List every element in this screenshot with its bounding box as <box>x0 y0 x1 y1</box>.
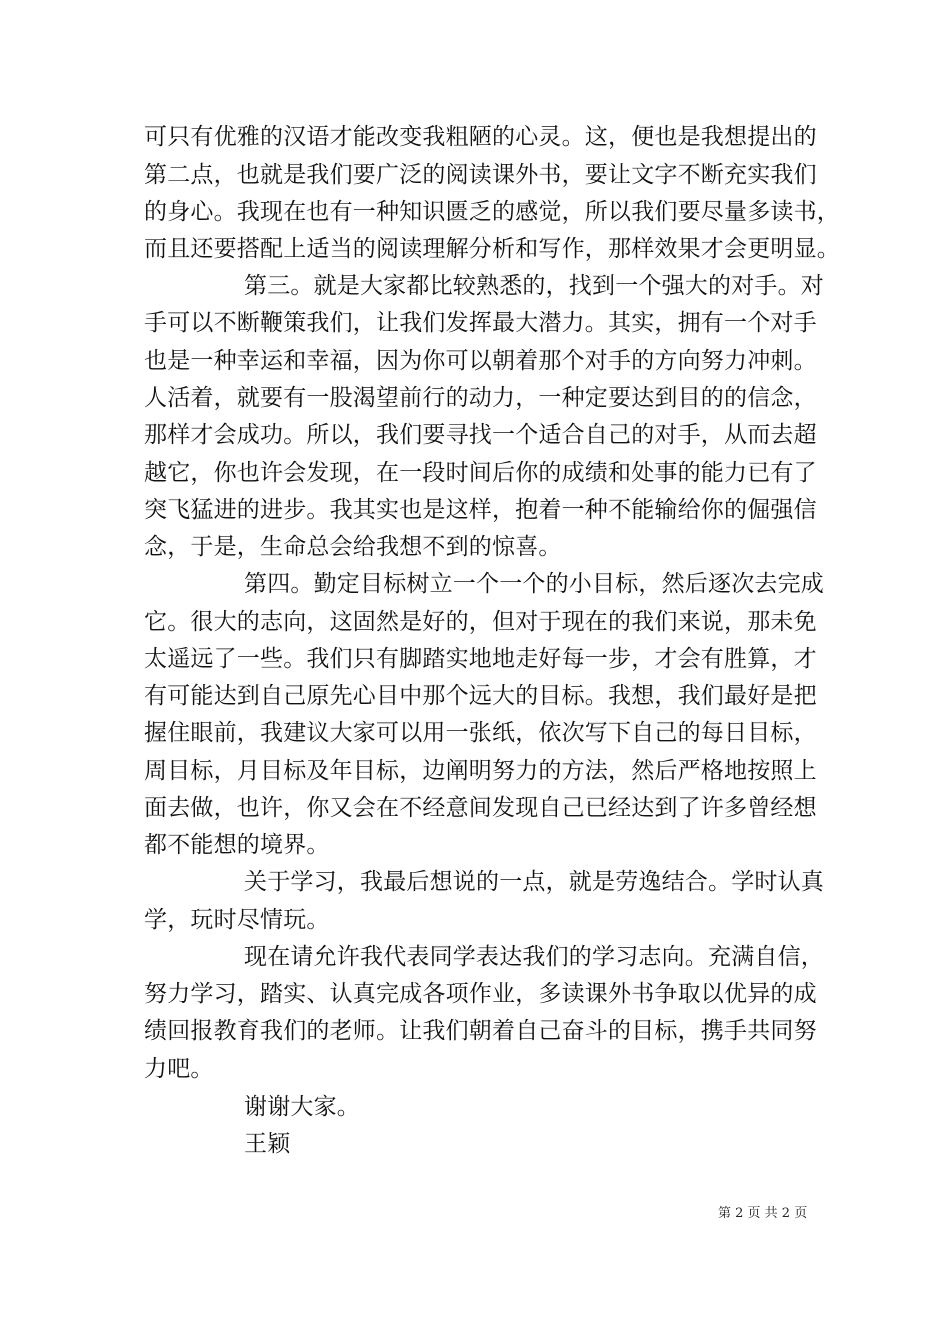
page-number-footer: 第 2 页 共 2 页 <box>718 1206 808 1221</box>
text-line: 念，于是，生命总会给我想不到的惊喜。 <box>144 534 562 560</box>
text-line: 越它，你也许会发现，在一段时间后你的成绩和处事的能力已有了 <box>144 460 817 486</box>
text-line: 第二点，也就是我们要广泛的阅读课外书，要让文字不断充实我们 <box>144 162 817 188</box>
text-line: 那样才会成功。所以，我们要寻找一个适合自己的对手，从而去超 <box>144 422 817 448</box>
text-line: 人活着，就要有一股渴望前行的动力，一种定要达到目的的信念， <box>144 385 817 411</box>
paragraph-start-line: 第四。勤定目标树立一个一个的小目标，然后逐次去完成 <box>244 571 824 597</box>
text-line: 学，玩时尽情玩。 <box>144 907 330 933</box>
text-line: 它。很大的志向，这固然是好的，但对于现在的我们来说，那未免 <box>144 609 817 635</box>
text-line: 的身心。我现在也有一种知识匮乏的感觉，所以我们要尽量多读书， <box>144 199 840 225</box>
text-line: 周目标，月目标及年目标，边阐明努力的方法，然后严格地按照上 <box>144 758 817 784</box>
text-line: 握住眼前，我建议大家可以用一张纸，依次写下自己的每日目标， <box>144 720 817 746</box>
closing-line: 谢谢大家。 <box>244 1094 360 1120</box>
text-line: 努力学习，踏实、认真完成各项作业，多读课外书争取以优异的成 <box>144 981 817 1007</box>
text-line: 手可以不断鞭策我们，让我们发挥最大潜力。其实，拥有一个对手 <box>144 310 817 336</box>
text-line: 突飞猛进的进步。我其实也是这样，抱着一种不能输给你的倔强信 <box>144 497 817 523</box>
text-line: 太遥远了一些。我们只有脚踏实地地走好每一步，才会有胜算，才 <box>144 646 817 672</box>
author-signature: 王颖 <box>244 1131 291 1157</box>
paragraph-start-line: 现在请允许我代表同学表达我们的学习志向。充满自信， <box>244 944 824 970</box>
text-line: 力吧。 <box>144 1056 214 1082</box>
text-line: 有可能达到自己原先心目中那个远大的目标。我想，我们最好是把 <box>144 683 817 709</box>
paragraph-start-line: 关于学习，我最后想说的一点，就是劳逸结合。学时认真 <box>244 869 824 895</box>
text-line: 面去做，也许，你又会在不经意间发现自己已经达到了许多曾经想 <box>144 795 817 821</box>
text-line: 可只有优雅的汉语才能改变我粗陋的心灵。这，便也是我想提出的 <box>144 124 817 150</box>
text-line: 都不能想的境界。 <box>144 832 330 858</box>
text-line: 也是一种幸运和幸福，因为你可以朝着那个对手的方向努力冲刺。 <box>144 348 817 374</box>
text-line: 绩回报教育我们的老师。让我们朝着自己奋斗的目标，携手共同努 <box>144 1018 817 1044</box>
paragraph-start-line: 第三。就是大家都比较熟悉的，找到一个强大的对手。对 <box>244 273 824 299</box>
text-line: 而且还要搭配上适当的阅读理解分析和写作，那样效果才会更明显。 <box>144 236 840 262</box>
